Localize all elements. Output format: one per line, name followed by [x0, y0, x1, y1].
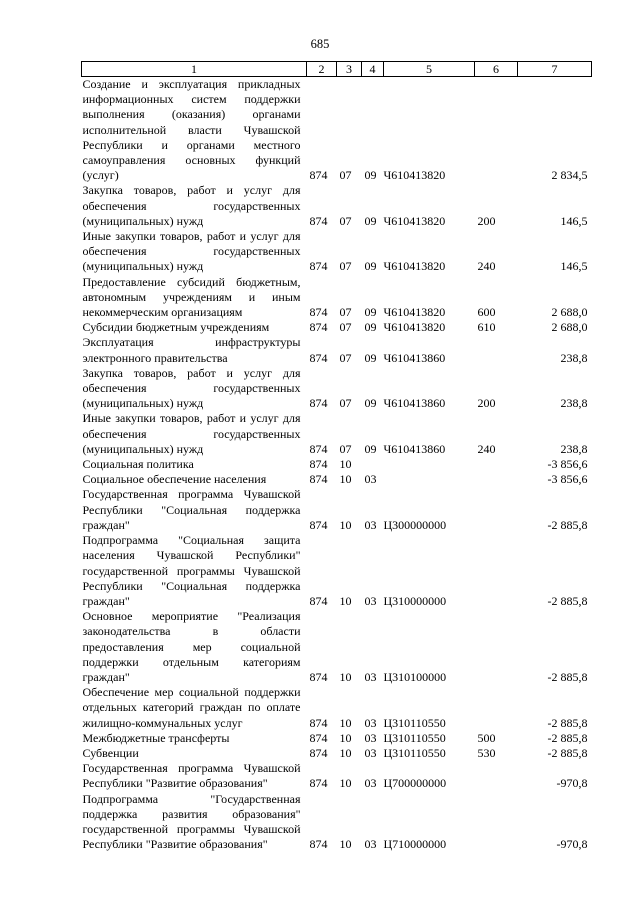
- row-target-article: Ч610413820: [383, 305, 446, 320]
- row-section-code: 10: [339, 669, 352, 684]
- row-amount: 2 688,0: [551, 305, 588, 320]
- row-target-article: Ч610413820: [383, 320, 446, 335]
- row-subsection-code: 09: [364, 441, 377, 456]
- row-section-code: 10: [339, 730, 352, 745]
- table-row: [82, 229, 592, 275]
- budget-table: [81, 61, 592, 852]
- row-section-code: 07: [339, 320, 352, 335]
- row-section-code: 07: [339, 305, 352, 320]
- row-section-code: 10: [339, 776, 352, 791]
- row-ministry-code: 874: [309, 517, 328, 532]
- row-target-article: Ц300000000: [383, 517, 447, 532]
- row-subsection-code: 03: [364, 745, 377, 760]
- row-subsection-code: 03: [364, 517, 377, 532]
- row-expense-type: [475, 609, 518, 685]
- row-name: Подпрограмма "Государственная поддержка развития образования" государственной программы Чувашской Республики "Развитие образования": [82, 791, 301, 852]
- row-target-article: [384, 457, 475, 472]
- row-amount: -2 885,8: [547, 715, 588, 730]
- row-name: Субсидии бюджетным учреждениям: [82, 320, 270, 335]
- row-name: Социальное обеспечение населения: [82, 472, 267, 487]
- table-row: [82, 792, 592, 853]
- row-name: Предоставление субсидий бюджетным, автономным учреждениям и иным некоммерческим организациям: [82, 274, 301, 320]
- row-amount: -3 856,6: [547, 472, 588, 487]
- row-target-article: Ч610413860: [383, 396, 446, 411]
- row-name: Иные закупки товаров, работ и услуг для обеспечения государственных (муниципальных) нужд: [82, 411, 301, 456]
- row-target-article: Ч610413820: [383, 259, 446, 274]
- row-amount: -2 885,8: [547, 517, 588, 532]
- row-ministry-code: 874: [309, 715, 328, 730]
- table-row: [82, 487, 592, 533]
- row-amount: -2 885,8: [547, 745, 588, 760]
- row-section-code: 07: [339, 441, 352, 456]
- row-expense-type: 200: [477, 396, 496, 411]
- row-subsection-code: 09: [364, 320, 377, 335]
- row-amount: 2 834,5: [551, 168, 588, 183]
- table-row: [82, 411, 592, 457]
- col-header-7: 7: [518, 62, 592, 77]
- row-amount: -2 885,8: [547, 669, 588, 684]
- row-section-code: 07: [339, 259, 352, 274]
- row-amount: -2 885,8: [547, 730, 588, 745]
- row-ministry-code: 874: [309, 305, 328, 320]
- row-subsection-code: [362, 457, 384, 472]
- row-ministry-code: 874: [309, 837, 328, 852]
- row-ministry-code: 874: [309, 730, 328, 745]
- row-target-article: Ц700000000: [383, 776, 447, 791]
- row-ministry-code: 874: [309, 776, 328, 791]
- row-expense-type: 240: [477, 259, 496, 274]
- row-section-code: 10: [339, 517, 352, 532]
- row-subsection-code: 09: [364, 396, 377, 411]
- page-number: 685: [310, 37, 330, 51]
- row-amount: 146,5: [560, 259, 588, 274]
- row-name: Социальная политика: [82, 457, 194, 472]
- column-number-header: [82, 62, 592, 77]
- row-expense-type: 500: [477, 730, 496, 745]
- row-amount: 238,8: [560, 350, 588, 365]
- row-name: Государственная программа Чувашской Республики "Социальная поддержка граждан": [82, 487, 301, 532]
- row-target-article: Ц310100000: [383, 669, 447, 684]
- row-ministry-code: 874: [309, 472, 328, 487]
- table-row: [82, 746, 592, 761]
- table-row: [82, 457, 592, 472]
- row-expense-type: 600: [477, 305, 496, 320]
- row-target-article: Ц310110550: [383, 745, 446, 760]
- row-subsection-code: 03: [364, 593, 377, 608]
- row-expense-type: [475, 792, 518, 853]
- row-name: Межбюджетные трансферты: [82, 730, 230, 745]
- row-ministry-code: 874: [309, 593, 328, 608]
- table-row: [82, 731, 592, 746]
- table-row: [82, 183, 592, 229]
- row-expense-type: [475, 335, 518, 365]
- row-expense-type: [475, 685, 518, 731]
- row-expense-type: 240: [477, 441, 496, 456]
- row-ministry-code: 874: [309, 320, 328, 335]
- row-ministry-code: 874: [309, 745, 328, 760]
- row-target-article: Ц310110550: [383, 730, 446, 745]
- row-amount: 2 688,0: [551, 320, 588, 335]
- row-subsection-code: 09: [364, 350, 377, 365]
- row-ministry-code: 874: [309, 213, 328, 228]
- row-expense-type: 610: [477, 320, 496, 335]
- table-row: [82, 77, 592, 184]
- row-subsection-code: 03: [364, 715, 377, 730]
- row-expense-type: 200: [477, 213, 496, 228]
- row-subsection-code: 03: [364, 776, 377, 791]
- row-ministry-code: 874: [309, 457, 328, 472]
- col-header-1: 1: [82, 62, 307, 77]
- row-amount: -970,8: [556, 837, 588, 852]
- table-row: [82, 472, 592, 487]
- row-section-code: 10: [339, 745, 352, 760]
- col-header-5: 5: [384, 62, 475, 77]
- row-subsection-code: 03: [364, 472, 377, 487]
- row-target-article: Ч610413860: [383, 350, 446, 365]
- row-name: Подпрограмма "Социальная защита населения Чувашской Республики" государственной программы Чувашской Республики "Социальная поддержка граждан": [82, 533, 301, 608]
- table-row: [82, 275, 592, 321]
- row-section-code: 10: [339, 837, 352, 852]
- row-name: Эксплуатация инфраструктуры электронного правительства: [82, 335, 301, 365]
- row-amount: 238,8: [560, 396, 588, 411]
- row-section-code: 07: [339, 350, 352, 365]
- col-header-2: 2: [307, 62, 337, 77]
- table-row: [82, 761, 592, 791]
- row-target-article: [384, 472, 475, 487]
- row-section-code: 10: [339, 472, 352, 487]
- row-amount: 146,5: [560, 213, 588, 228]
- row-amount: -970,8: [556, 776, 588, 791]
- table-row: [82, 685, 592, 731]
- row-amount: -3 856,6: [547, 457, 588, 472]
- row-section-code: 10: [339, 593, 352, 608]
- row-subsection-code: 09: [364, 168, 377, 183]
- row-expense-type: [475, 77, 518, 184]
- row-name: Обеспечение мер социальной поддержки отдельных категорий граждан по оплате жилищно-коммунальных услуг: [82, 685, 301, 730]
- row-target-article: Ц310000000: [383, 593, 447, 608]
- row-name: Основное мероприятие "Реализация законодательства в области предоставления мер социальной поддержки отдельным категориям граждан": [82, 609, 301, 684]
- row-expense-type: [475, 457, 518, 472]
- row-name: Создание и эксплуатация прикладных информационных систем поддержки выполнения (оказания) органами исполнительной власти Чувашской Республики и органами местного самоуправления основных функций (услуг): [82, 77, 301, 183]
- row-subsection-code: 09: [364, 213, 377, 228]
- row-section-code: 10: [339, 715, 352, 730]
- row-target-article: Ц310110550: [383, 715, 446, 730]
- row-ministry-code: 874: [309, 350, 328, 365]
- row-expense-type: [475, 487, 518, 533]
- row-section-code: 07: [339, 396, 352, 411]
- row-section-code: 07: [339, 168, 352, 183]
- table-row: [82, 335, 592, 365]
- table-row: [82, 366, 592, 412]
- row-expense-type: [475, 761, 518, 791]
- row-ministry-code: 874: [309, 441, 328, 456]
- col-header-3: 3: [337, 62, 362, 77]
- row-ministry-code: 874: [309, 168, 328, 183]
- row-subsection-code: 03: [364, 837, 377, 852]
- row-subsection-code: 09: [364, 259, 377, 274]
- row-name: Закупка товаров, работ и услуг для обеспечения государственных (муниципальных) нужд: [82, 183, 301, 228]
- table-row: [82, 320, 592, 335]
- row-expense-type: [475, 533, 518, 609]
- row-expense-type: 530: [477, 745, 496, 760]
- row-name: Государственная программа Чувашской Республики "Развитие образования": [82, 761, 301, 791]
- table-row: [82, 533, 592, 609]
- row-target-article: Ц710000000: [383, 837, 447, 852]
- row-name: Иные закупки товаров, работ и услуг для обеспечения государственных (муниципальных) нужд: [82, 229, 301, 274]
- row-subsection-code: 03: [364, 669, 377, 684]
- row-target-article: Ч610413820: [383, 213, 446, 228]
- col-header-6: 6: [475, 62, 518, 77]
- row-section-code: 07: [339, 213, 352, 228]
- row-subsection-code: 03: [364, 730, 377, 745]
- row-amount: 238,8: [560, 441, 588, 456]
- row-subsection-code: 09: [364, 305, 377, 320]
- row-target-article: Ч610413860: [383, 441, 446, 456]
- row-expense-type: [475, 472, 518, 487]
- row-name: Закупка товаров, работ и услуг для обеспечения государственных (муниципальных) нужд: [82, 365, 301, 411]
- row-name: Субвенции: [82, 745, 139, 760]
- table-row: [82, 609, 592, 685]
- row-ministry-code: 874: [309, 396, 328, 411]
- col-header-4: 4: [362, 62, 384, 77]
- row-amount: -2 885,8: [547, 593, 588, 608]
- row-ministry-code: 874: [309, 259, 328, 274]
- row-section-code: 10: [339, 457, 352, 472]
- row-ministry-code: 874: [309, 669, 328, 684]
- row-target-article: Ч610413820: [383, 168, 446, 183]
